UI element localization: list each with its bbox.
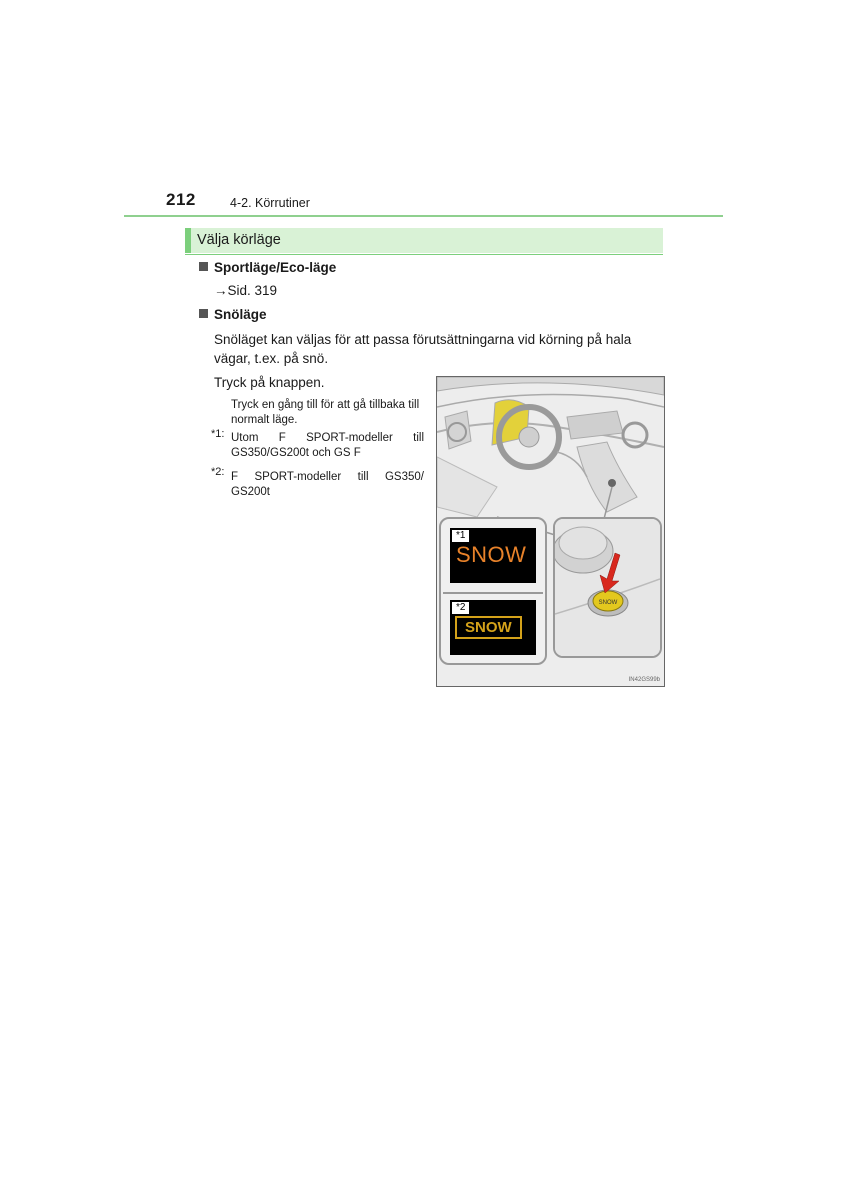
snow-button-figure bbox=[436, 376, 665, 687]
snow-button-illustration bbox=[555, 519, 660, 656]
section-title: Välja körläge bbox=[197, 232, 281, 248]
footnote-text: F SPORT-modeller till GS350/ GS200t bbox=[231, 471, 424, 498]
page-reference: →Sid. 319 bbox=[214, 283, 278, 298]
figure-code: IN42GS99b bbox=[628, 677, 660, 683]
bullet-square-icon bbox=[199, 262, 208, 271]
snow-paragraph: Snöläget kan väljas för att passa förutsättningarna vid körning på hala vägar, t.ex. på snö. bbox=[214, 332, 632, 366]
header-rule bbox=[124, 215, 723, 217]
note-text: Tryck en gång till för att gå tillbaka till normalt läge. bbox=[231, 399, 420, 426]
display-callout-panel bbox=[439, 517, 547, 665]
section-header bbox=[185, 228, 663, 253]
subheading-sport-eco bbox=[199, 260, 336, 275]
footnote-text: Utom F SPORT-modeller till GS350/GS200t och GS F bbox=[231, 432, 424, 459]
display-tag: *1 bbox=[452, 530, 469, 542]
snow-display-2 bbox=[450, 600, 536, 655]
bullet-square-icon bbox=[199, 309, 208, 318]
snow-indicator-text: SNOW bbox=[455, 616, 522, 639]
instruction-text: Tryck på knappen. bbox=[214, 375, 325, 390]
snow-button-label: SNOW bbox=[598, 600, 618, 606]
section-accent bbox=[185, 228, 191, 253]
display-tag: *2 bbox=[452, 602, 469, 614]
button-callout-panel bbox=[553, 517, 662, 658]
subheading-text: Sportläge/Eco-läge bbox=[214, 260, 337, 275]
subheading-text: Snöläge bbox=[214, 307, 267, 322]
footnote-mark: *1: bbox=[211, 428, 225, 440]
footnote-mark: *2: bbox=[211, 466, 225, 478]
snow-indicator-text: SNOW bbox=[456, 542, 527, 567]
section-underline bbox=[185, 254, 663, 255]
snow-display-1 bbox=[450, 528, 536, 583]
chapter-title: 4-2. Körrutiner bbox=[230, 196, 310, 210]
panel-divider bbox=[443, 592, 543, 594]
page-number: 212 bbox=[166, 190, 196, 209]
subheading-snow bbox=[199, 307, 267, 322]
